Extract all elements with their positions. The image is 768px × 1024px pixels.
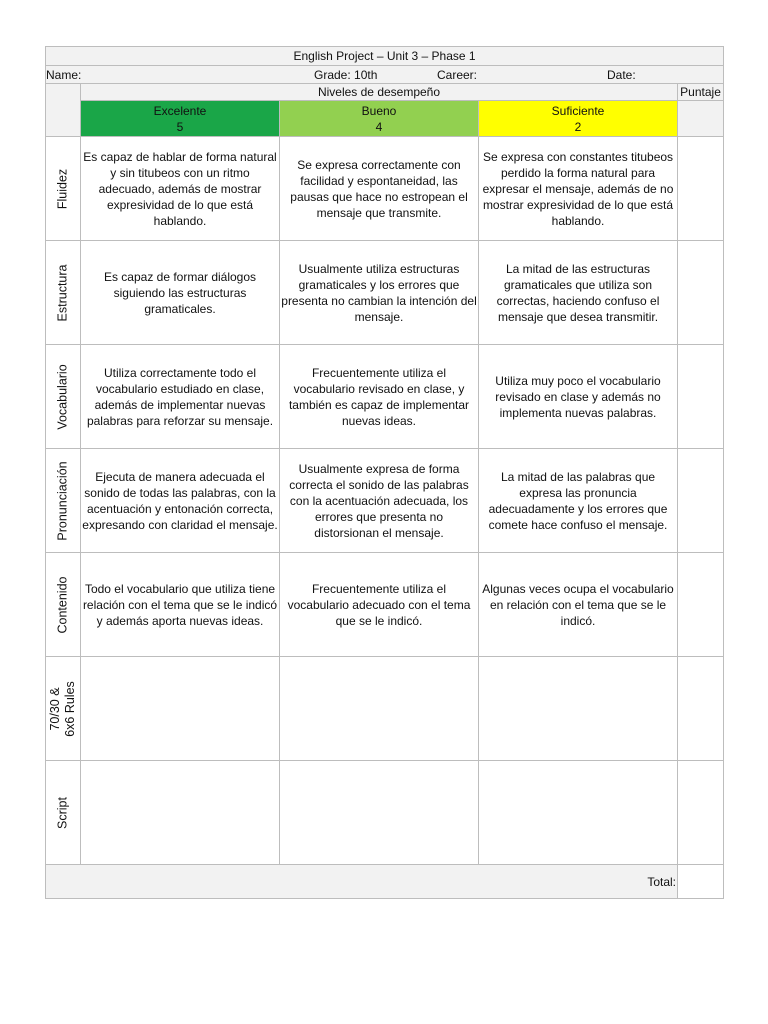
criterion-label-cell bbox=[46, 345, 81, 449]
score-cell[interactable] bbox=[678, 761, 724, 865]
descriptor-excelente bbox=[81, 761, 280, 865]
score-cell[interactable] bbox=[678, 553, 724, 657]
score-cell[interactable] bbox=[678, 137, 724, 241]
level-points: 2 bbox=[574, 119, 582, 134]
criterion-label: Fluidez bbox=[55, 168, 70, 209]
level-points: 5 bbox=[176, 119, 184, 134]
level-name: Excelente bbox=[153, 103, 207, 118]
student-info-row bbox=[46, 66, 724, 84]
criterion-label: Script bbox=[55, 796, 70, 829]
descriptor-excelente: Ejecuta de manera adecuada el sonido de todas las palabras, con la acentuación y entonación correcta, expresando con claridad el mensaje. bbox=[81, 449, 280, 553]
score-cell[interactable] bbox=[678, 449, 724, 553]
level-excelente bbox=[81, 101, 280, 137]
date-label: Date: bbox=[607, 68, 636, 82]
criterion-row-vocabulario bbox=[46, 345, 724, 449]
career-label: Career: bbox=[437, 68, 478, 82]
criterion-row-script bbox=[46, 761, 724, 865]
criterion-label-cell bbox=[46, 449, 81, 553]
descriptor-suficiente: La mitad de las estructuras gramaticales que utiliza son correctas, haciendo confuso el mensaje que desea transmitir. bbox=[479, 241, 678, 345]
criterion-label-cell bbox=[46, 241, 81, 345]
score-cell[interactable] bbox=[678, 241, 724, 345]
descriptor-suficiente: Algunas veces ocupa el vocabulario en relación con el tema que se le indicó. bbox=[479, 553, 678, 657]
descriptor-suficiente: Utiliza muy poco el vocabulario revisado en clase y además no implementa nuevas palabras. bbox=[479, 345, 678, 449]
corner-cell bbox=[46, 84, 81, 137]
criterion-label-cell bbox=[46, 761, 81, 865]
rubric-table bbox=[45, 46, 724, 899]
criterion-label-cell bbox=[46, 137, 81, 241]
descriptor-excelente: Utiliza correctamente todo el vocabulario estudiado en clase, además de implementar nuevas palabras para reforzar su mensaje. bbox=[81, 345, 280, 449]
score-cell[interactable] bbox=[678, 345, 724, 449]
criterion-row-fluidez bbox=[46, 137, 724, 241]
total-label: Total: bbox=[46, 865, 678, 899]
descriptor-suficiente: La mitad de las palabras que expresa las pronuncia adecuadamente y los errores que comete hace confuso el mensaje. bbox=[479, 449, 678, 553]
descriptor-bueno bbox=[280, 657, 479, 761]
descriptor-bueno: Frecuentemente utiliza el vocabulario revisado en clase, y también es capaz de implementar nuevas ideas. bbox=[280, 345, 479, 449]
descriptor-suficiente bbox=[479, 657, 678, 761]
descriptor-excelente bbox=[81, 657, 280, 761]
descriptor-excelente: Todo el vocabulario que utiliza tiene relación con el tema que se le indicó y además aporta nuevas ideas. bbox=[81, 553, 280, 657]
level-points: 4 bbox=[375, 119, 383, 134]
criterion-label: 70/30 & 6x6 Rules bbox=[48, 680, 77, 737]
criterion-row-estructura bbox=[46, 241, 724, 345]
descriptor-bueno: Usualmente utiliza estructuras gramaticales y los errores que presenta no cambian la intención del mensaje. bbox=[280, 241, 479, 345]
criterion-label-cell bbox=[46, 553, 81, 657]
criterion-label-cell bbox=[46, 657, 81, 761]
score-cell[interactable] bbox=[678, 657, 724, 761]
descriptor-bueno: Usualmente expresa de forma correcta el sonido de las palabras con la acentuación adecuada, los errores que presenta no distorsionan el mensaje. bbox=[280, 449, 479, 553]
score-header-blank bbox=[678, 101, 724, 137]
level-name: Bueno bbox=[361, 103, 397, 118]
criterion-row-pronunciacion bbox=[46, 449, 724, 553]
descriptor-suficiente: Se expresa con constantes titubeos perdido la forma natural para expresar el mensaje, además de no mostrar expresividad de lo que está hablando. bbox=[479, 137, 678, 241]
descriptor-bueno: Frecuentemente utiliza el vocabulario adecuado con el tema que se le indicó. bbox=[280, 553, 479, 657]
name-label: Name: bbox=[46, 68, 82, 82]
criterion-label: Contenido bbox=[55, 576, 70, 633]
descriptor-excelente: Es capaz de hablar de forma natural y sin titubeos con un ritmo adecuado, además de mostrar expresividad de lo que está hablando. bbox=[81, 137, 280, 241]
total-score-cell[interactable] bbox=[678, 865, 724, 899]
total-row bbox=[46, 865, 724, 899]
grade-label: Grade: 10th bbox=[314, 68, 378, 82]
level-suficiente bbox=[479, 101, 678, 137]
descriptor-suficiente bbox=[479, 761, 678, 865]
criterion-label: Estructura bbox=[55, 264, 70, 321]
descriptor-bueno bbox=[280, 761, 479, 865]
level-name: Suficiente bbox=[551, 103, 605, 118]
descriptor-excelente: Es capaz de formar diálogos siguiendo las estructuras gramaticales. bbox=[81, 241, 280, 345]
score-column-header: Puntaje bbox=[678, 84, 724, 101]
criterion-row-rules bbox=[46, 657, 724, 761]
criterion-label: Vocabulario bbox=[55, 363, 70, 430]
criterion-row-contenido bbox=[46, 553, 724, 657]
criterion-label: Pronunciación bbox=[55, 460, 70, 541]
descriptor-bueno: Se expresa correctamente con facilidad y espontaneidad, las pausas que hace no estropean el mensaje que transmite. bbox=[280, 137, 479, 241]
levels-title: Niveles de desempeño bbox=[81, 84, 678, 101]
page-title: English Project – Unit 3 – Phase 1 bbox=[46, 47, 724, 66]
level-bueno bbox=[280, 101, 479, 137]
